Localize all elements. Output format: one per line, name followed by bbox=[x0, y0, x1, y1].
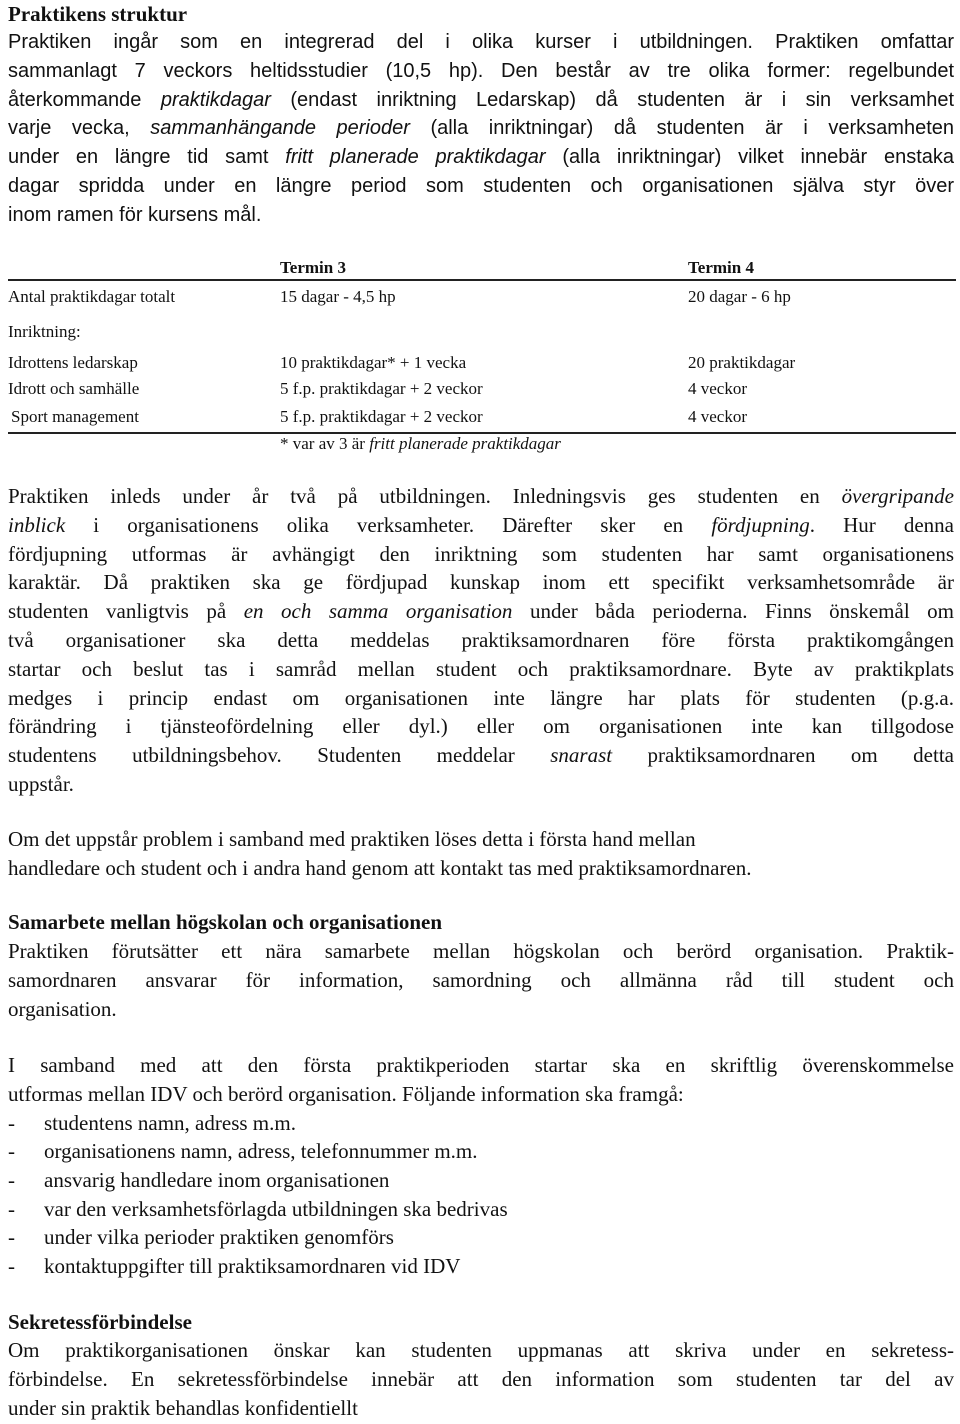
text-line bbox=[8, 86, 954, 115]
text-segment: . Hur denna bbox=[809, 512, 955, 537]
text-line bbox=[8, 114, 954, 143]
list-item-text: organisationens namn, adress, telefonnummer m.m. bbox=[44, 1139, 478, 1163]
heading-praktikens-struktur: Praktikens struktur bbox=[8, 2, 188, 26]
list-item-text: var den verksamhetsförlagda utbildningen ska bedrivas bbox=[44, 1197, 508, 1221]
list-item-text: kontaktuppgifter till praktiksamordnaren vid IDV bbox=[44, 1254, 461, 1278]
text-line: dagar spridda under en längre period som studenten och organisationen själva styr över bbox=[8, 174, 954, 197]
text-line: förändring i tjänsteofördelning eller dyl.) eller om organisationen inte kan tillgodose bbox=[8, 714, 954, 739]
italic-term: övergripande bbox=[841, 484, 955, 508]
text-line: förbindelse. En sekretessförbindelse innebär att den information som studenten tar del av bbox=[8, 1366, 954, 1391]
text-line bbox=[8, 143, 954, 172]
text-line: organisation. bbox=[8, 996, 117, 1021]
table-bottom-rule bbox=[8, 432, 956, 434]
paragraph-samarbete bbox=[8, 937, 954, 1023]
text-line: handledare och student och i andra hand genom att kontakt tas med praktiksamordnaren. bbox=[8, 855, 752, 880]
list-bullet: - bbox=[8, 1168, 15, 1192]
list-bullet: - bbox=[8, 1225, 15, 1249]
text-line bbox=[8, 482, 954, 511]
paragraph-structure bbox=[8, 28, 954, 230]
text-segment: Praktiken inleds under år två på utbildningen. Inledningsvis ges studenten en bbox=[8, 484, 820, 508]
italic-term: fritt planerade praktikdagar bbox=[285, 146, 546, 169]
text-segment: i organisationens olika verksamheter. Därefter sker en bbox=[93, 512, 684, 537]
text-segment: under en längre tid samt bbox=[8, 146, 269, 169]
paragraph-praktik-inleds bbox=[8, 482, 954, 799]
text-segment: praktiksamordnaren om detta bbox=[647, 743, 954, 768]
text-line: inom ramen för kursens mål. bbox=[8, 203, 262, 226]
text-segment: (alla inriktningar) vilket innebär enstaka bbox=[562, 146, 955, 169]
text-segment: (endast inriktning Ledarskap) då studenten är i sin verksamhet bbox=[290, 88, 954, 111]
footnote-text: * var av 3 är bbox=[280, 434, 365, 453]
text-segment: återkommande bbox=[8, 88, 142, 111]
paragraph-problem bbox=[8, 825, 954, 883]
list-bullet: - bbox=[8, 1254, 15, 1278]
heading-sekretess: Sekretessförbindelse bbox=[8, 1310, 192, 1334]
list-bullet: - bbox=[8, 1139, 15, 1163]
list-bullet: - bbox=[8, 1111, 15, 1135]
text-line: startar och beslut tas i samråd mellan student och praktiksamordnare. Byte av praktikplats bbox=[8, 656, 954, 681]
footnote-italic: fritt planerade praktikdagar bbox=[369, 434, 561, 453]
heading-samarbete: Samarbete mellan högskolan och organisationen bbox=[8, 910, 443, 934]
cell-total-t3: 15 dagar - 4,5 hp bbox=[280, 287, 396, 306]
text-line: utformas mellan IDV och berörd organisation. Följande information ska framgå: bbox=[8, 1081, 684, 1106]
italic-term: sammanhängande perioder bbox=[150, 117, 410, 140]
paragraph-overenskommelse bbox=[8, 1051, 954, 1109]
cell-t4: 4 veckor bbox=[688, 379, 748, 398]
list-item-text: ansvarig handledare inom organisationen bbox=[44, 1168, 390, 1192]
row-label: Sport management bbox=[11, 407, 139, 426]
text-line: samordnaren ansvarar för information, samordning och allmänna råd till student och bbox=[8, 967, 954, 992]
inriktning-label: Inriktning: bbox=[8, 322, 81, 341]
cell-t4: 20 praktikdagar bbox=[688, 353, 796, 372]
text-segment: under båda perioderna. Finns önskemål om bbox=[529, 599, 955, 624]
text-line bbox=[8, 741, 954, 770]
text-line bbox=[8, 511, 954, 540]
text-line: Om det uppstår problem i samband med praktiken löses detta i första hand mellan bbox=[8, 827, 696, 851]
text-line: Praktiken ingår som en integrerad del i olika kurser i utbildningen. Praktiken omfattar bbox=[8, 31, 954, 53]
paragraph-sekretess bbox=[8, 1336, 954, 1422]
cell-t3: 5 f.p. praktikdagar + 2 veckor bbox=[280, 379, 483, 398]
text-line bbox=[8, 597, 954, 626]
italic-term: praktikdagar bbox=[160, 88, 271, 111]
text-line: två organisationer ska detta meddelas praktiksamordnaren före första praktikomgången bbox=[8, 627, 954, 652]
cell-t3: 5 f.p. praktikdagar + 2 veckor bbox=[280, 407, 483, 426]
text-line: Praktiken förutsätter ett nära samarbete mellan högskolan och berörd organisation. Praktik- bbox=[8, 939, 954, 963]
cell-total-t4: 20 dagar - 6 hp bbox=[688, 287, 791, 306]
italic-term: fördjupning bbox=[711, 512, 810, 537]
text-line: sammanlagt 7 veckors heltidsstudier (10,5 hp). Den består av tre olika former: regelbundet bbox=[8, 59, 954, 82]
table-footnote bbox=[280, 434, 561, 454]
text-segment: (alla inriktningar) då studenten är i verksamheten bbox=[430, 117, 954, 140]
text-line: medges i princip endast om organisationen inte längre har plats för studenten (p.g.a. bbox=[8, 685, 954, 710]
text-line: under sin praktik behandlas konfidentiellt bbox=[8, 1395, 358, 1420]
italic-term: en och samma organisation bbox=[243, 599, 513, 624]
row-label-total: Antal praktikdagar totalt bbox=[8, 287, 176, 306]
row-label: Idrott och samhälle bbox=[8, 379, 140, 398]
list-item-text: under vilka perioder praktiken genomförs bbox=[44, 1225, 394, 1249]
cell-t3: 10 praktikdagar* + 1 vecka bbox=[280, 353, 467, 372]
text-segment: studenten vanligtvis på bbox=[8, 599, 227, 624]
column-header-termin-3: Termin 3 bbox=[280, 258, 346, 277]
italic-term: inblick bbox=[8, 512, 66, 537]
text-line: karaktär. Då praktiken ska ge fördjupad kunskap inom ett specifikt verksamhetsområde är bbox=[8, 570, 954, 595]
text-line: fördjupning utformas är avhängigt den inriktning som studenten har samt organisationens bbox=[8, 541, 954, 566]
text-segment: studentens utbildningsbehov. Studenten meddelar bbox=[8, 743, 515, 768]
list-bullet: - bbox=[8, 1197, 15, 1221]
text-line: I samband med att den första praktikperioden startar ska en skriftlig överenskommelse bbox=[8, 1053, 954, 1077]
italic-term: snarast bbox=[550, 743, 613, 768]
table-top-rule bbox=[8, 279, 956, 281]
text-segment: varje vecka, bbox=[8, 117, 130, 140]
text-line: Om praktikorganisationen önskar kan studenten uppmanas att skriva under en sekretess- bbox=[8, 1338, 954, 1362]
list-item-text: studentens namn, adress m.m. bbox=[44, 1111, 296, 1135]
cell-t4: 4 veckor bbox=[688, 407, 748, 426]
row-label: Idrottens ledarskap bbox=[8, 353, 138, 372]
text-line: uppstår. bbox=[8, 771, 74, 796]
column-header-termin-4: Termin 4 bbox=[688, 258, 754, 277]
